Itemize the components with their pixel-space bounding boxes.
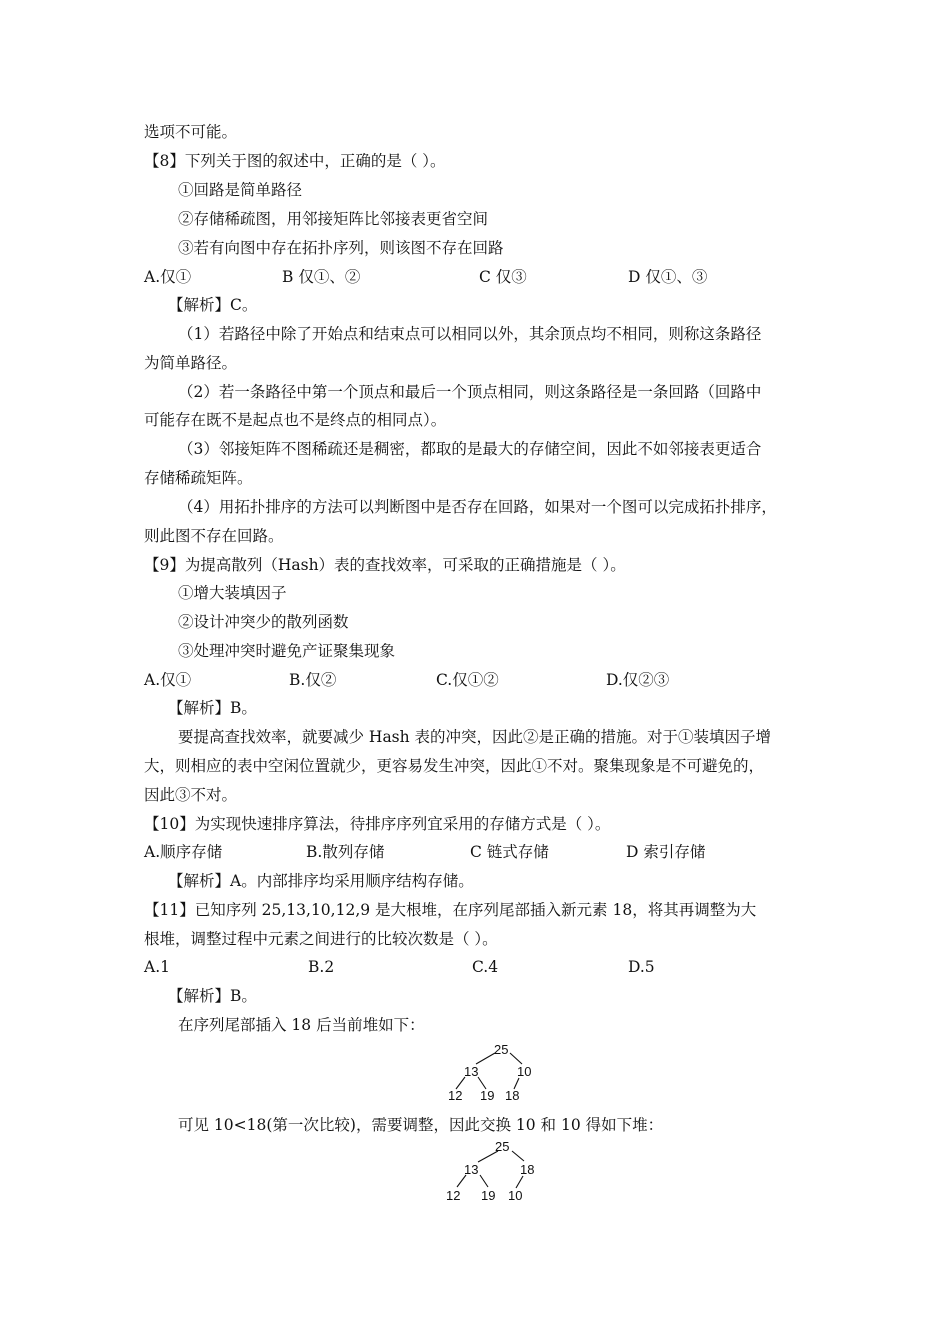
q9-option-a: A.仅① (144, 671, 192, 689)
q8-option-d: D 仅①、③ (628, 268, 708, 286)
q11-answer: 【解析】B。 (168, 987, 257, 1005)
heap-edge (516, 1176, 523, 1188)
q9-option-c: C.仅①② (436, 671, 499, 689)
explanation-line: （3）邻接矩阵不图稀疏还是稠密，都取的是最大的存储空间，因此不如邻接表更适合 (178, 440, 762, 458)
explanation-line: （4）用拓扑排序的方法可以判断图中是否存在回路，如果对一个图可以完成拓扑排序， (178, 498, 777, 516)
q10-option-b: B.散列存储 (306, 843, 385, 861)
q10-answer: 【解析】A。内部排序均采用顺序结构存储。 (168, 872, 474, 890)
q8-statement-1: ①回路是简单路径 (178, 181, 303, 199)
explanation-line: 为简单路径。 (144, 354, 238, 372)
q9-option-b: B.仅② (289, 671, 337, 689)
explanation-line: 大，则相应的表中空闲位置就少，更容易发生冲突，因此①不对。聚集现象是不可避免的， (144, 757, 765, 775)
q9-statement-3: ③处理冲突时避免产证聚集现象 (178, 642, 396, 660)
q9-statement-2: ②设计冲突少的散列函数 (178, 613, 349, 631)
q11-option-a: A.1 (144, 958, 170, 976)
q10-option-c: C 链式存储 (470, 843, 549, 861)
explanation-line: 因此③不对。 (144, 786, 238, 804)
heap-edge (476, 1053, 495, 1064)
question-9: 【9】为提高散列（Hash）表的查找效率，可采取的正确措施是（ ）。 (144, 556, 626, 574)
heap-node: 10 (517, 1064, 532, 1079)
question-11: 【11】已知序列 25,13,10,12,9 是大根堆，在序列尾部插入新元素 18，将其再调整为大 (144, 901, 757, 919)
q8-statement-3: ③若有向图中存在拓扑序列，则该图不存在回路 (178, 239, 504, 257)
q9-option-d: D.仅②③ (606, 671, 670, 689)
explanation-line: 则此图不存在回路。 (144, 527, 284, 545)
question-11-cont: 根堆，调整过程中元素之间进行的比较次数是（ ）。 (144, 930, 498, 948)
q9-statement-1: ①增大装填因子 (178, 584, 287, 602)
heap-node: 19 (480, 1088, 495, 1103)
heap-node: 18 (520, 1162, 535, 1177)
q8-answer: 【解析】C。 (168, 296, 258, 314)
heap-diagram-before (440, 1040, 550, 1108)
explanation-line: （2）若一条路径中第一个顶点和最后一个顶点相同，则这条路径是一条回路（回路中 (178, 383, 762, 401)
heap-edge (480, 1175, 488, 1187)
q8-option-a: A.仅① (144, 268, 192, 286)
q11-option-d: D.5 (628, 958, 655, 976)
heap-node: 13 (464, 1162, 479, 1177)
heap-node: 10 (508, 1188, 523, 1203)
question-8: 【8】下列关于图的叙述中，正确的是（ ）。 (144, 152, 446, 170)
explanation-line: 在序列尾部插入 18 后当前堆如下： (178, 1016, 425, 1034)
heap-node: 19 (481, 1188, 496, 1203)
q11-option-b: B.2 (308, 958, 335, 976)
explanation-line: （1）若路径中除了开始点和结束点可以相同以外，其余顶点均不相同，则称这条路径 (178, 325, 762, 343)
heap-diagram-after (440, 1137, 550, 1209)
heap-node: 25 (495, 1139, 510, 1154)
explanation-line: 可能存在既不是起点也不是终点的相同点）。 (144, 411, 447, 429)
q10-option-d: D 索引存储 (626, 843, 706, 861)
heap-node: 25 (494, 1042, 509, 1057)
heap-node: 18 (505, 1088, 520, 1103)
heap-edge (512, 1151, 524, 1161)
q10-option-a: A.顺序存储 (144, 843, 223, 861)
heap-edge (510, 1053, 522, 1064)
heap-node: 12 (446, 1188, 461, 1203)
heap-node: 13 (464, 1064, 479, 1079)
question-10: 【10】为实现快速排序算法，待排序序列宜采用的存储方式是（ ）。 (144, 815, 611, 833)
q8-option-c: C 仅③ (479, 268, 527, 286)
text-line: 选项不可能。 (144, 123, 238, 141)
q11-option-c: C.4 (472, 958, 499, 976)
q8-statement-2: ②存储稀疏图，用邻接矩阵比邻接表更省空间 (178, 210, 489, 228)
explanation-line: 存储稀疏矩阵。 (144, 469, 253, 487)
explanation-line: 要提高查找效率，就要减少 Hash 表的冲突，因此②是正确的措施。对于①装填因子增 (178, 728, 772, 746)
q8-option-b: B 仅①、② (282, 268, 361, 286)
heap-node: 12 (448, 1088, 463, 1103)
q9-answer: 【解析】B。 (168, 699, 257, 717)
explanation-line: 可见 10<18(第一次比较)，需要调整，因此交换 10 和 10 得如下堆： (178, 1116, 664, 1134)
